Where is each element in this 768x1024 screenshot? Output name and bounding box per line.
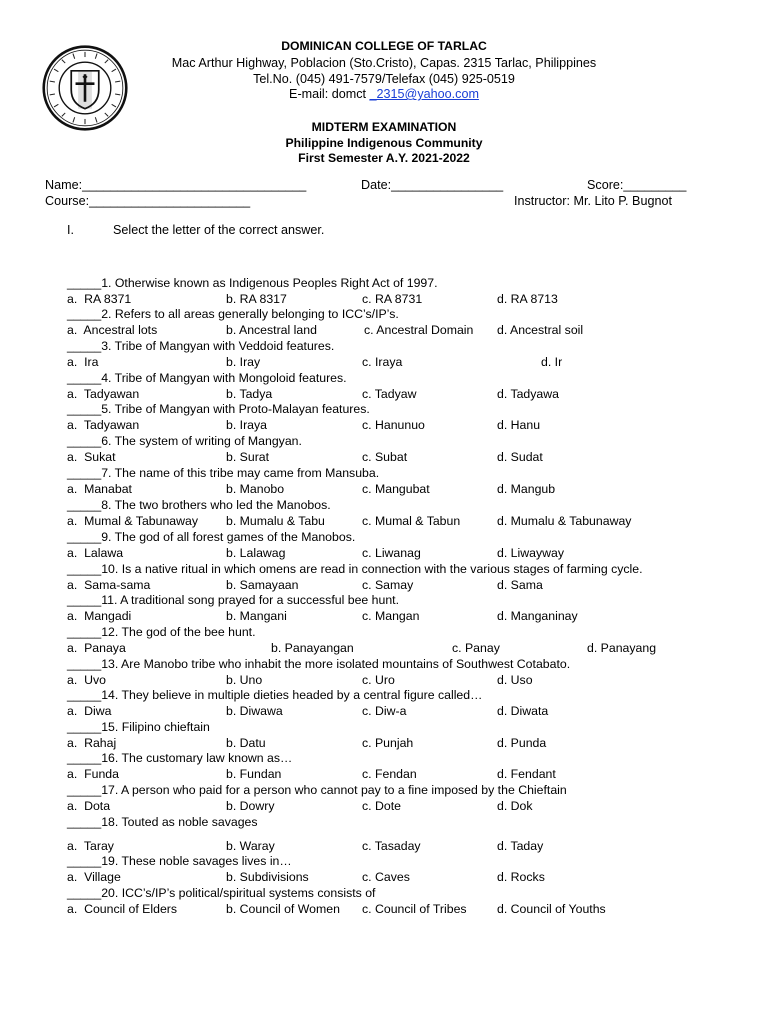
option-c[interactable]: c. Samay: [362, 578, 414, 592]
question-20-options: [67, 902, 757, 917]
option-d[interactable]: d. Dok: [497, 799, 533, 813]
option-b[interactable]: b. Tadya: [226, 387, 273, 401]
question-20: _____20. ICC’s/IP’s political/spiritual systems consists of: [67, 886, 376, 900]
option-a[interactable]: a. Council of Elders: [67, 902, 178, 916]
exam-title: MIDTERM EXAMINATION: [311, 120, 457, 134]
option-c[interactable]: c. Punjah: [362, 736, 414, 750]
question-10: _____10. Is a native ritual in which omens are read in connection with the various stages of farming cycle.: [67, 562, 643, 576]
option-a[interactable]: a. RA 8371: [67, 292, 132, 306]
option-a[interactable]: a. Sama-sama: [67, 578, 151, 592]
option-d[interactable]: d. Sudat: [497, 450, 543, 464]
question-7: _____7. The name of this tribe may came from Mansuba.: [67, 466, 380, 480]
school-address: Mac Arthur Highway, Poblacion (Sto.Cristo), Capas. 2315 Tarlac, Philippines: [171, 56, 597, 70]
option-d[interactable]: d. Mangub: [497, 482, 556, 496]
option-b[interactable]: b. Iray: [226, 355, 261, 369]
school-telephone: Tel.No. (045) 491-7579/Telefax (045) 925-0519: [253, 72, 515, 86]
question-13-options: [67, 673, 757, 688]
option-b[interactable]: b. Surat: [226, 450, 270, 464]
option-d[interactable]: d. Panayang: [587, 641, 657, 655]
option-c[interactable]: c. Diw-a: [362, 704, 407, 718]
option-d[interactable]: d. Manganinay: [497, 609, 578, 623]
question-8: _____8. The two brothers who led the Manobos.: [67, 498, 331, 512]
option-b[interactable]: b. Mumalu & Tabu: [226, 514, 325, 528]
option-a[interactable]: a. Lalawa: [67, 546, 124, 560]
question-17: _____17. A person who paid for a person who cannot pay to a fine imposed by the Chieftain: [67, 783, 567, 797]
option-c[interactable]: c. Liwanag: [362, 546, 421, 560]
option-d[interactable]: d. Uso: [497, 673, 533, 687]
question-17-options: [67, 799, 757, 814]
option-b[interactable]: b. RA 8317: [226, 292, 287, 306]
option-d[interactable]: d. Rocks: [497, 870, 545, 884]
question-9: _____9. The god of all forest games of the Manobos.: [67, 530, 356, 544]
question-3-options: [67, 355, 757, 370]
option-d[interactable]: d. Tadyawa: [497, 387, 559, 401]
option-c[interactable]: c. Panay: [452, 641, 500, 655]
option-a[interactable]: a. Funda: [67, 767, 119, 781]
option-c[interactable]: c. Subat: [362, 450, 408, 464]
option-c[interactable]: c. RA 8731: [362, 292, 423, 306]
option-b[interactable]: b. Iraya: [226, 418, 268, 432]
exam-subject: Philippine Indigenous Community: [285, 136, 483, 150]
option-a[interactable]: a. Manabat: [67, 482, 132, 496]
score-field[interactable]: Score:_________: [587, 178, 687, 192]
option-d[interactable]: d. Council of Youths: [497, 902, 606, 916]
option-c[interactable]: c. Uro: [362, 673, 395, 687]
question-1-options: [67, 292, 757, 307]
option-b[interactable]: b. Mangani: [226, 609, 287, 623]
option-b[interactable]: b. Lalawag: [226, 546, 286, 560]
option-d[interactable]: d. Sama: [497, 578, 543, 592]
question-9-options: [67, 546, 757, 561]
school-name: DOMINICAN COLLEGE OF TARLAC: [281, 39, 487, 53]
option-c[interactable]: c. Dote: [362, 799, 401, 813]
option-c[interactable]: c. Ancestral Domain: [364, 323, 474, 337]
question-4: _____4. Tribe of Mangyan with Mongoloid features.: [67, 371, 347, 385]
question-5: _____5. Tribe of Mangyan with Proto-Malayan features.: [67, 402, 370, 416]
instruction-number: I.: [67, 223, 74, 237]
exam-semester: First Semester A.Y. 2021-2022: [298, 151, 470, 165]
course-field[interactable]: Course:_______________________: [45, 194, 251, 208]
option-a[interactable]: a. Dota: [67, 799, 111, 813]
option-d[interactable]: d. RA 8713: [497, 292, 558, 306]
question-14: _____14. They believe in multiple dieties headed by a central figure called…: [67, 688, 483, 702]
option-d[interactable]: d. Diwata: [497, 704, 549, 718]
option-a[interactable]: a. Diwa: [67, 704, 112, 718]
option-d[interactable]: d. Fendant: [497, 767, 556, 781]
option-a[interactable]: a. Mangadi: [67, 609, 132, 623]
question-15-options: [67, 736, 757, 751]
option-c[interactable]: c. Tasaday: [362, 839, 421, 853]
question-13: _____13. Are Manobo tribe who inhabit the more isolated mountains of Southwest Cotabato.: [67, 657, 571, 671]
instruction-text: Select the letter of the correct answer.: [113, 223, 325, 237]
option-a[interactable]: a. Taray: [67, 839, 114, 853]
question-18-options: [67, 839, 757, 854]
option-c[interactable]: c. Iraya: [362, 355, 403, 369]
option-b[interactable]: b. Diwawa: [226, 704, 283, 718]
option-b[interactable]: b. Ancestral land: [226, 323, 317, 337]
option-a[interactable]: a. Panaya: [67, 641, 126, 655]
option-c[interactable]: c. Mumal & Tabun: [362, 514, 461, 528]
option-b[interactable]: b. Waray: [226, 839, 275, 853]
option-d[interactable]: d. Ir: [541, 355, 563, 369]
email-link[interactable]: _2315@yahoo.com: [369, 87, 479, 101]
question-3: _____3. Tribe of Mangyan with Veddoid features.: [67, 339, 335, 353]
school-email: [0, 86, 768, 102]
option-a[interactable]: a. Uvo: [67, 673, 106, 687]
option-d[interactable]: d. Mumalu & Tabunaway: [497, 514, 632, 528]
option-c[interactable]: c. Mangubat: [362, 482, 430, 496]
option-d[interactable]: d. Hanu: [497, 418, 541, 432]
question-7-options: [67, 482, 757, 497]
question-16-options: [67, 767, 757, 782]
option-c[interactable]: c. Tadyaw: [362, 387, 417, 401]
option-c[interactable]: c. Mangan: [362, 609, 420, 623]
option-a[interactable]: a. Tadyawan: [67, 387, 140, 401]
option-a[interactable]: a. Village: [67, 870, 121, 884]
question-19-options: [67, 870, 757, 885]
instructor-label: Instructor: Mr. Lito P. Bugnot: [514, 194, 672, 208]
question-16: _____16. The customary law known as…: [67, 751, 293, 765]
date-field[interactable]: Date:________________: [361, 178, 504, 192]
option-b[interactable]: b. Council of Women: [226, 902, 340, 916]
option-d[interactable]: d. Taday: [497, 839, 544, 853]
question-11: _____11. A traditional song prayed for a successful bee hunt.: [67, 593, 400, 607]
option-b[interactable]: b. Panayangan: [271, 641, 354, 655]
question-10-options: [67, 578, 757, 593]
option-d[interactable]: d. Ancestral soil: [497, 323, 584, 337]
question-8-options: [67, 514, 757, 529]
question-2-options: [67, 323, 757, 338]
question-12-options: [67, 641, 757, 656]
option-b[interactable]: b. Subdivisions: [226, 870, 309, 884]
option-b[interactable]: b. Fundan: [226, 767, 282, 781]
name-field[interactable]: Name:________________________________: [45, 178, 307, 192]
option-a[interactable]: a. Sukat: [67, 450, 116, 464]
option-c[interactable]: c. Fendan: [362, 767, 417, 781]
option-a[interactable]: a. Mumal & Tabunaway: [67, 514, 199, 528]
question-14-options: [67, 704, 757, 719]
option-c[interactable]: c. Hanunuo: [362, 418, 425, 432]
question-5-options: [67, 418, 757, 433]
question-1: _____1. Otherwise known as Indigenous Peoples Right Act of 1997.: [67, 276, 438, 290]
email-label: E-mail: domct: [289, 87, 370, 101]
question-2: _____2. Refers to all areas generally belonging to ICC’s/IP’s.: [67, 307, 399, 321]
option-b[interactable]: b. Samayaan: [226, 578, 299, 592]
option-c[interactable]: c. Caves: [362, 870, 410, 884]
question-15: _____15. Filipino chieftain: [67, 720, 210, 734]
question-4-options: [67, 387, 757, 402]
option-d[interactable]: d. Punda: [497, 736, 547, 750]
question-19: _____19. These noble savages lives in…: [67, 854, 292, 868]
question-11-options: [67, 609, 757, 624]
option-a[interactable]: a. Rahaj: [67, 736, 117, 750]
option-a[interactable]: a. Ancestral lots: [67, 323, 158, 337]
option-a[interactable]: a. Ira: [67, 355, 99, 369]
option-b[interactable]: b. Dowry: [226, 799, 275, 813]
question-18: _____18. Touted as noble savages: [67, 815, 258, 829]
question-6: _____6. The system of writing of Mangyan.: [67, 434, 302, 448]
option-a[interactable]: a. Tadyawan: [67, 418, 140, 432]
option-b[interactable]: b. Uno: [226, 673, 263, 687]
option-b[interactable]: b. Datu: [226, 736, 266, 750]
option-b[interactable]: b. Manobo: [226, 482, 285, 496]
question-6-options: [67, 450, 757, 465]
option-c[interactable]: c. Council of Tribes: [362, 902, 467, 916]
option-d[interactable]: d. Liwayway: [497, 546, 564, 560]
question-12: _____12. The god of the bee hunt.: [67, 625, 256, 639]
